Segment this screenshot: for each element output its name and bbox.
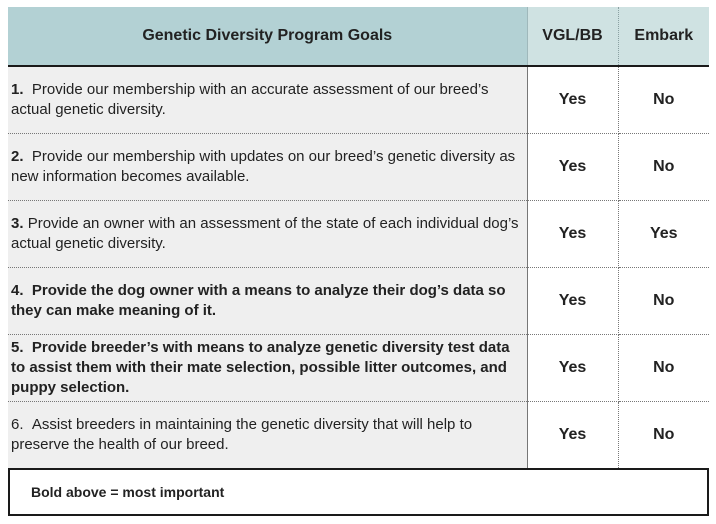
goal-text: Provide the dog owner with a means to analyze their dog’s data so they can make meaning of it. [11,282,506,319]
goal-text: Provide an owner with an assessment of the state of each individual dog’s actual genetic diversity. [11,215,519,252]
goal-number: 1. [11,81,24,98]
table-row [8,268,709,335]
table-row [8,402,709,470]
embark-value: No [618,335,709,402]
vgl-value: Yes [527,201,618,268]
goal-text: Provide our membership with an accurate assessment of our breed’s actual genetic diversity. [11,81,489,118]
embark-column-header: Embark [618,7,709,66]
goal-text: Provide our membership with updates on our breed’s genetic diversity as new information becomes available. [11,148,516,185]
vgl-value: Yes [527,268,618,335]
embark-value: No [618,134,709,201]
table-row [8,201,709,268]
table-row [8,134,709,201]
goal-number: 5. [11,339,24,356]
importance-footnote: Bold above = most important [31,484,225,500]
vgl-value: Yes [527,402,618,470]
goal-number: 3. [11,215,24,232]
goal-number: 2. [11,148,24,165]
vgl-value: Yes [527,66,618,134]
table-row [8,335,709,402]
embark-value: No [618,66,709,134]
vgl-value: Yes [527,134,618,201]
goal-cell [8,335,527,402]
goal-cell [8,66,527,134]
goals-column-header: Genetic Diversity Program Goals [8,7,527,66]
vgl-value: Yes [527,335,618,402]
embark-value: No [618,268,709,335]
goal-cell [8,402,527,470]
table-row [8,66,709,134]
goals-comparison-table [8,7,709,470]
goal-text: Provide breeder’s with means to analyze genetic diversity test data to assist them with their mate selection, possible litter outcomes, and puppy selection. [11,339,510,396]
goal-cell [8,268,527,335]
goal-number: 6. [11,416,24,433]
goal-number: 4. [11,282,24,299]
embark-value: No [618,402,709,470]
goal-text: Assist breeders in maintaining the genetic diversity that will help to preserve the health of our breed. [11,416,473,453]
table-header-row [8,7,709,66]
goal-cell [8,134,527,201]
embark-value: Yes [618,201,709,268]
goal-cell [8,201,527,268]
vgl-column-header: VGL/BB [527,7,618,66]
